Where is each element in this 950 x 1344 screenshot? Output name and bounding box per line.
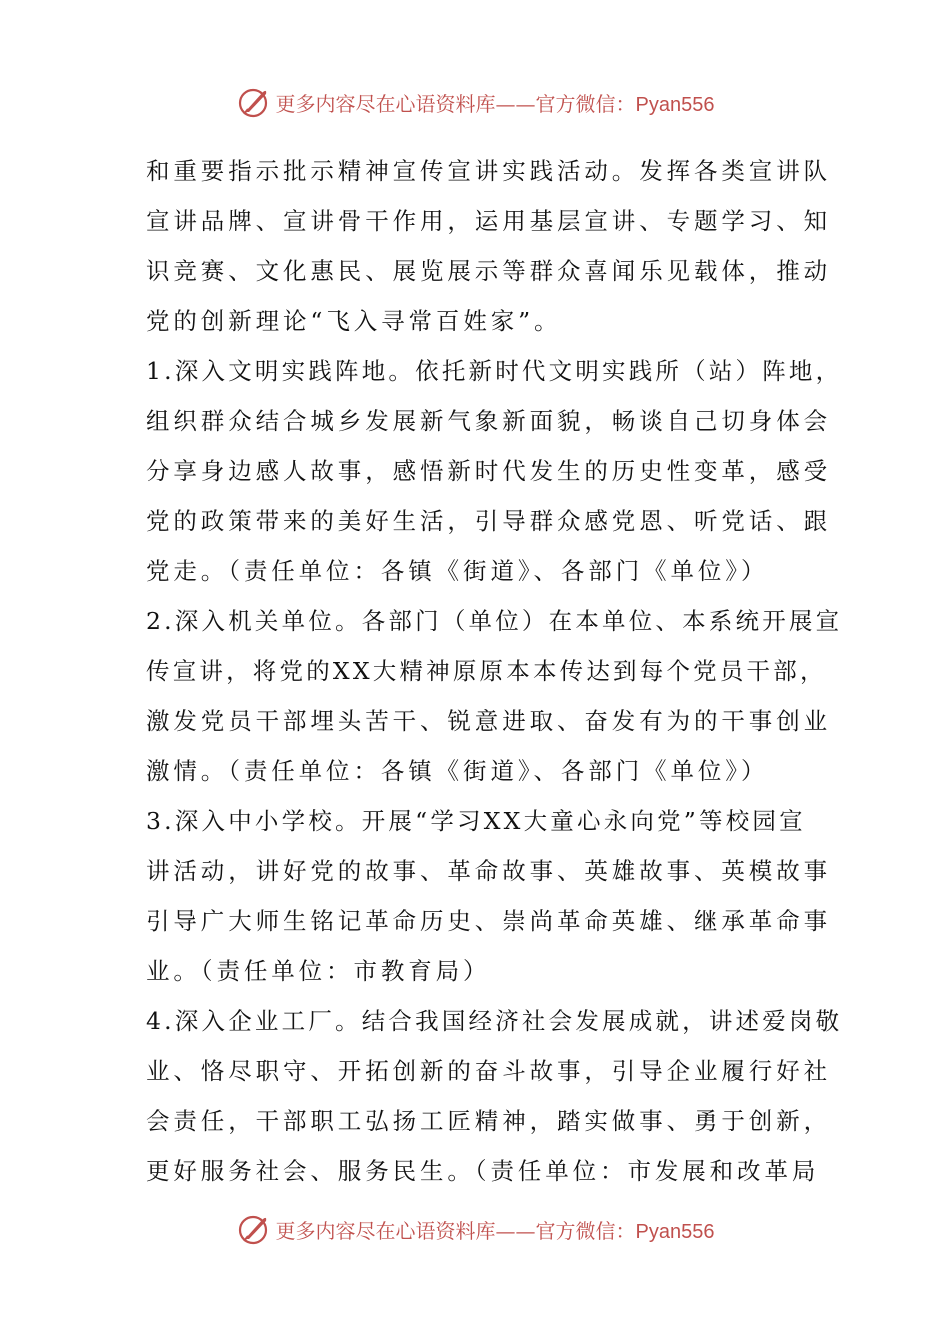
watermark-wechat: Pyan556 — [635, 1220, 715, 1243]
watermark-dash: —— — [495, 91, 536, 116]
text-line: 1.深入文明实践阵地。依托新时代文明实践所（站）阵地， — [146, 357, 843, 385]
text-line: 激情。（责任单位：各镇《街道》、各部门《单位》） — [146, 757, 769, 785]
text-line: 会责任，干部职工弘扬工匠精神，踏实做事、勇于创新， — [146, 1107, 831, 1135]
watermark-text — [276, 88, 715, 117]
document-body — [146, 146, 843, 1196]
text-line: 激发党员干部埋头苦干、锐意进取、奋发有为的干事创业 — [146, 707, 831, 735]
text-line: 更好服务社会、服务民生。（责任单位：市发展和改革局 — [146, 1157, 820, 1185]
text-line: 业、恪尽职守、开拓创新的奋斗故事，引导企业履行好社 — [146, 1057, 831, 1085]
header-watermark — [0, 82, 950, 122]
text-line: 4.深入企业工厂。结合我国经济社会发展成就，讲述爱岗敬 — [146, 1007, 843, 1035]
text-line: 党的政策带来的美好生活，引导群众感党恩、听党话、跟 — [146, 507, 831, 535]
watermark-label: 官方微信： — [535, 1218, 636, 1243]
text-line: 3.深入中小学校。开展“学习XX大童心永向党”等校园宣 — [146, 807, 806, 835]
text-line: 分享身边感人故事，感悟新时代发生的历史性变革，感受 — [146, 457, 831, 485]
text-line: 党的创新理论“飞入寻常百姓家”。 — [146, 307, 562, 335]
watermark-main: 更多内容尽在心语资料库 — [275, 91, 496, 116]
text-line: 引导广大师生铭记革命历史、崇尚革命英雄、继承革命事 — [146, 907, 831, 935]
text-line: 组织群众结合城乡发展新气象新面貌，畅谈自己切身体会 — [146, 407, 831, 435]
text-line: 识竞赛、文化惠民、展览展示等群众喜闻乐见载体，推动 — [146, 257, 831, 285]
quill-logo-icon — [236, 1211, 272, 1247]
text-line: 党走。（责任单位：各镇《街道》、各部门《单位》） — [146, 557, 769, 585]
footer-watermark — [0, 1209, 950, 1249]
watermark-text — [276, 1215, 715, 1244]
text-line: 业。（责任单位：市教育局） — [146, 957, 491, 985]
quill-logo-icon — [236, 84, 272, 120]
text-line: 2.深入机关单位。各部门（单位）在本单位、本系统开展宣 — [146, 607, 843, 635]
text-line: 和重要指示批示精神宣传宣讲实践活动。发挥各类宣讲队 — [146, 157, 831, 185]
watermark-label: 官方微信： — [535, 91, 636, 116]
text-line: 宣讲品牌、宣讲骨干作用，运用基层宣讲、专题学习、知 — [146, 207, 831, 235]
text-line: 讲活动，讲好党的故事、革命故事、英雄故事、英模故事 — [146, 857, 831, 885]
text-line: 传宣讲，将党的XX大精神原原本本传达到每个党员干部， — [146, 657, 827, 685]
watermark-wechat: Pyan556 — [635, 93, 715, 116]
watermark-main: 更多内容尽在心语资料库 — [275, 1218, 496, 1243]
watermark-dash: —— — [495, 1218, 536, 1243]
